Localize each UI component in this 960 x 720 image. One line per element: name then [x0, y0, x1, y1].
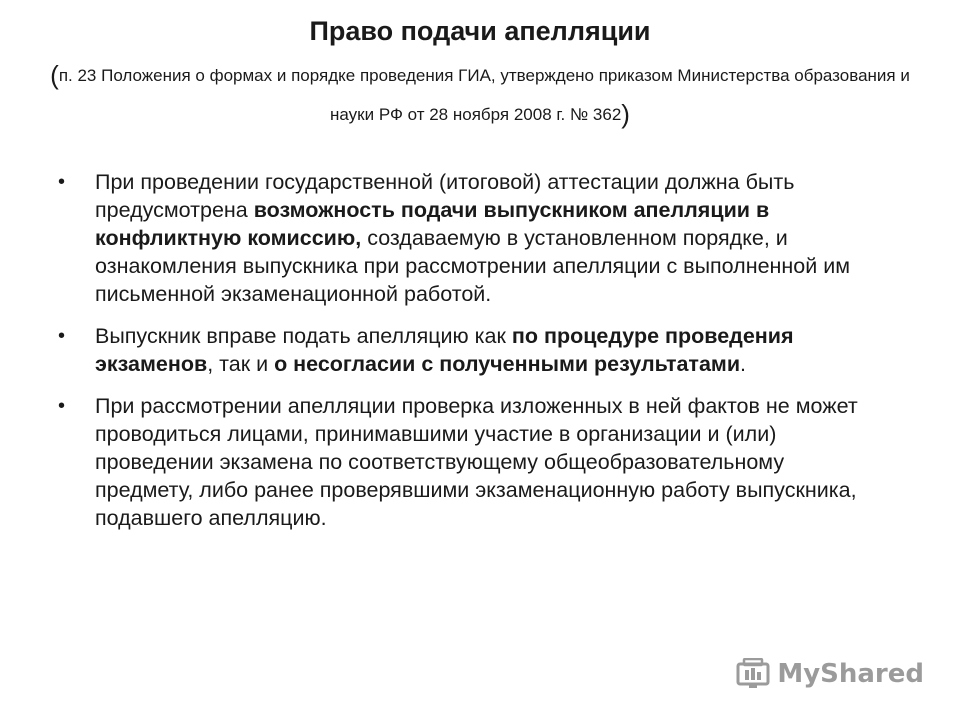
bullet-2-emphasis-2: о несогласии с полученными результатами	[274, 352, 741, 376]
bullet-list	[58, 168, 858, 546]
watermark-text: MyShared	[777, 659, 924, 689]
subtitle-close-paren: )	[621, 99, 630, 129]
bullet-2-text: Выпускник вправе подать апелляцию как	[95, 324, 512, 348]
bullet-dot: •	[58, 171, 66, 193]
bullet-dot: •	[58, 325, 66, 347]
bullet-3-text: При рассмотрении апелляции проверка изложенных в ней фактов не может проводиться лицами, принимавшими участие в организации и (или) проведении экзамена по соответствующему общеобразовательному предмету, либо ранее проверявшими экзаменационную работу выпускника, подавшего апелляцию.	[95, 394, 858, 530]
bullet-2-text-end: .	[740, 352, 747, 376]
myshared-logo-icon	[735, 658, 771, 690]
bullet-item-1	[58, 168, 858, 308]
slide-title: Право подачи апелляции	[309, 16, 651, 46]
bullet-2-emphasis-1: по процедуре проведения экзаменов	[95, 324, 794, 376]
bullet-1-emphasis: возможность подачи выпускником апелляции в конфликтную комиссию,	[95, 198, 770, 250]
bullet-item-3	[58, 392, 858, 532]
bullet-2-text-mid: , так и	[207, 352, 275, 376]
subtitle-open-paren: (	[50, 60, 59, 90]
bullet-1-text: При проведении государственной (итоговой) аттестации должна быть предусмотрена	[95, 170, 795, 222]
subtitle-text: п. 23 Положения о формах и порядке проведения ГИА, утверждено приказом Министерства образования и науки РФ от 28 ноября 2008 г. № 362	[58, 66, 910, 124]
myshared-watermark	[735, 658, 924, 690]
bullet-item-2	[58, 322, 858, 378]
bullet-1-text-end: создаваемую в установленном порядке, и ознакомления выпускника при рассмотрении апелляции с выполненной им письменной экзаменационной работой.	[95, 226, 851, 306]
bullet-dot: •	[58, 395, 66, 417]
slide-subtitle	[40, 56, 920, 134]
